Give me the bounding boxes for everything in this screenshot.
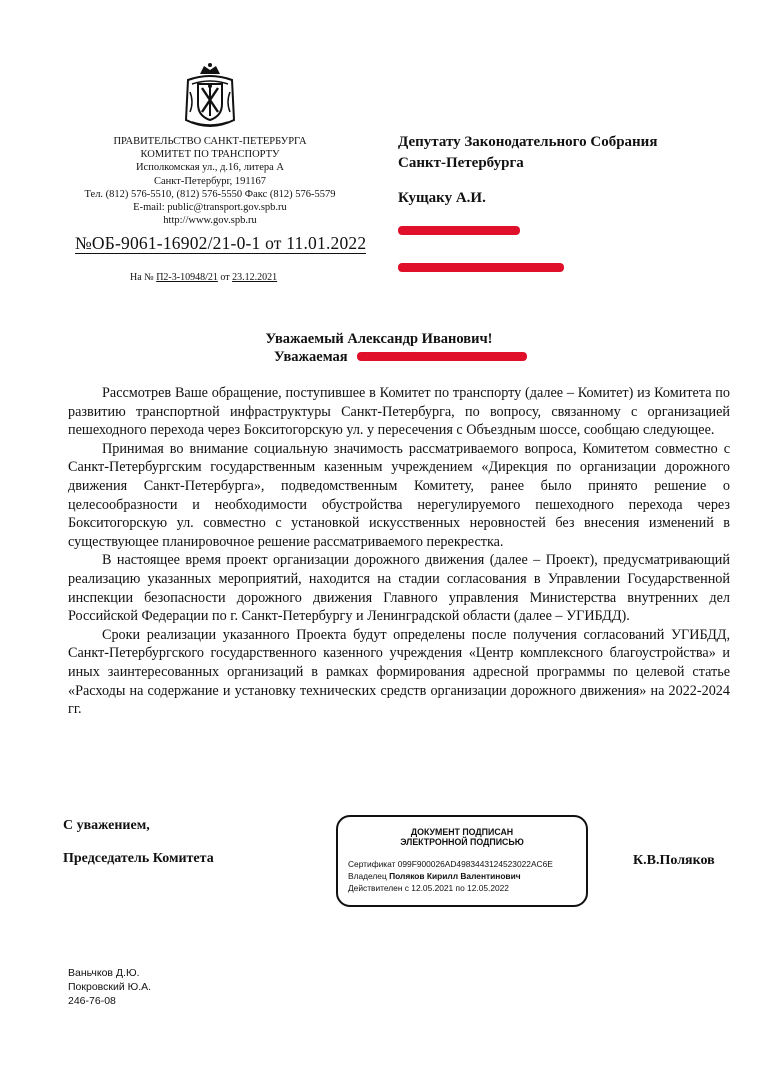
in-reply-to xyxy=(130,272,277,283)
redaction-mark xyxy=(398,226,520,235)
redaction-mark xyxy=(357,352,527,361)
recipient-block xyxy=(398,132,657,209)
signer-position: Председатель Комитета xyxy=(63,851,214,866)
saint-petersburg-coat-of-arms-icon xyxy=(178,62,242,132)
electronic-signature-stamp xyxy=(336,815,588,907)
greeting-line-2: Уважаемая xyxy=(274,349,348,365)
letter-body xyxy=(68,384,730,719)
recipient-line-1: Депутату Законодательного Собрания xyxy=(398,134,658,150)
in-reply-mid: от xyxy=(220,272,230,283)
issuer-line: ПРАВИТЕЛЬСТВО САНКТ-ПЕТЕРБУРГА xyxy=(113,136,307,147)
body-paragraph: В настоящее время проект организации дорожного движения (далее – Проект), предусматривающий реализацию указанных мероприятий, находится на стадии согласования в Управлении Государственной инспекции безопасности дорожного движения Главного управления Министерства внутренних дел Российской Федерации по г. Санкт-Петербургу и Ленинградской области (далее – УГИБДД). xyxy=(68,552,730,625)
executor-block xyxy=(68,966,151,1008)
issuer-line: Санкт-Петербург, 191167 xyxy=(154,175,266,187)
issuer-line: Исполкомская ул., д.16, литера А xyxy=(135,162,285,174)
in-reply-date: 23.12.2021 xyxy=(232,272,278,283)
issuer-line: http://www.gov.spb.ru xyxy=(163,215,257,227)
issuer-line: E-mail: public@transport.gov.spb.ru xyxy=(133,202,287,214)
issuer-line: КОМИТЕТ ПО ТРАНСПОРТУ xyxy=(140,149,280,161)
stamp-certificate: Сертификат 099F900026AD4983443124523022AC6E xyxy=(348,859,553,869)
greeting-line-1: Уважаемый Александр Иванович! xyxy=(265,331,493,347)
in-reply-prefix: На № xyxy=(130,272,154,283)
redaction-mark xyxy=(398,263,564,272)
stamp-title-1: ДОКУМЕНТ ПОДПИСАН xyxy=(410,827,514,837)
registration-number-text: №ОБ-9061-16902/21-0-1 от 11.01.2022 xyxy=(75,233,367,253)
body-paragraph: Сроки реализации указанного Проекта будут определены после получения согласований УГИБДД, Санкт-Петербургского государственного казенного учреждения «Центр комплексного благоустройства» и иных заинтересованных организаций в рамках формирования адресной программы по целевой статье «Расходы на содержание и установку технических средств организации дорожного движения» на 2022-2024 гг. xyxy=(68,626,730,718)
recipient-name: Кущаку А.И. xyxy=(398,190,486,206)
stamp-owner xyxy=(348,871,586,881)
regards-text: С уважением, xyxy=(63,818,150,833)
issuer-block xyxy=(60,135,360,227)
recipient-line-2: Санкт-Петербурга xyxy=(398,155,524,171)
stamp-owner-name: Поляков Кирилл Валентинович xyxy=(389,871,521,881)
stamp-owner-label: Владелец xyxy=(348,871,387,881)
stamp-validity: Действителен с 12.05.2021 по 12.05.2022 xyxy=(348,883,509,893)
executor-line: Ваньчков Д.Ю. xyxy=(68,967,140,979)
in-reply-number: П2-3-10948/21 xyxy=(156,272,218,283)
signer-name: К.В.Поляков xyxy=(633,853,715,868)
stamp-title-2: ЭЛЕКТРОННОЙ ПОДПИСЬЮ xyxy=(400,837,524,847)
executor-line: 246-76-08 xyxy=(68,995,116,1007)
body-paragraph: Рассмотрев Ваше обращение, поступившее в Комитет по транспорту (далее – Комитет) из Комитета по развитию транспортной инфраструктуры Санкт-Петербурга, по вопросу, связанному с организацией пешеходного перехода через Бокситогорскую ул. у пересечения с Объездным шоссе, сообщаю следующее. xyxy=(68,385,730,439)
registration-number xyxy=(75,233,366,254)
body-paragraph: Принимая во внимание социальную значимость рассматриваемого вопроса, Комитетом совместно с Санкт-Петербургским государственным казенным учреждением «Дирекция по организации дорожного движения Санкт-Петербурга», подведомственным Комитету, ранее было принято решение о целесообразности и необходимости обустройства нерегулируемого пешеходного перехода через Бокситогорскую ул. совместно с установкой искусственных неровностей без внесения изменений в существующее планировочное решение рассматриваемого перекрестка. xyxy=(68,440,730,550)
issuer-line: Тел. (812) 576-5510, (812) 576-5550 Факс (812) 576-5579 xyxy=(84,188,336,200)
executor-line: Покровский Ю.А. xyxy=(68,981,152,993)
